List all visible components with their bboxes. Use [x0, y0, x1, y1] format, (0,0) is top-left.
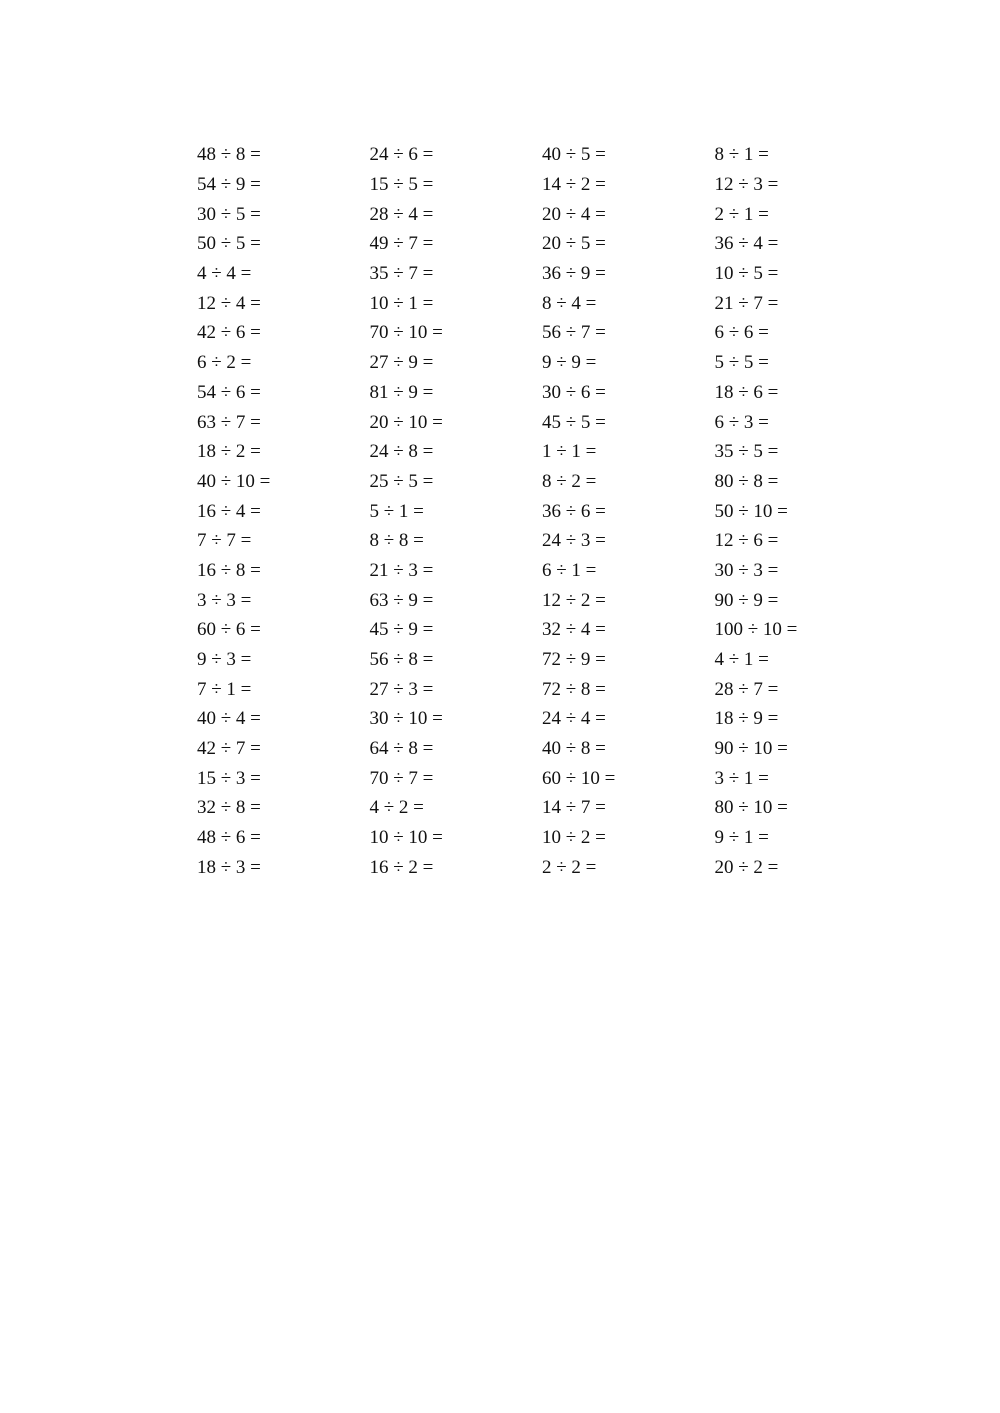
division-problem: 40 ÷ 10 = — [197, 470, 271, 492]
problem-row — [197, 378, 897, 408]
division-problem: 10 ÷ 1 = — [369, 292, 434, 314]
division-problem: 12 ÷ 4 = — [197, 292, 261, 314]
division-problem: 40 ÷ 8 = — [542, 738, 606, 760]
division-problem: 56 ÷ 8 = — [369, 649, 434, 671]
division-problem: 45 ÷ 5 = — [542, 411, 606, 433]
division-problem: 14 ÷ 7 = — [542, 797, 606, 819]
division-problem: 16 ÷ 4 = — [197, 500, 261, 522]
division-problem: 70 ÷ 7 = — [369, 767, 434, 789]
division-problem: 60 ÷ 10 = — [542, 767, 616, 789]
division-problem: 35 ÷ 7 = — [369, 263, 434, 285]
division-problem: 72 ÷ 9 = — [542, 649, 606, 671]
division-problem: 49 ÷ 7 = — [369, 233, 434, 255]
division-problem: 54 ÷ 6 = — [197, 381, 261, 403]
division-problem: 8 ÷ 8 = — [369, 530, 424, 552]
problem-row — [197, 645, 897, 675]
division-problem: 9 ÷ 3 = — [197, 649, 252, 671]
division-problem: 8 ÷ 2 = — [542, 470, 597, 492]
division-problem: 2 ÷ 2 = — [542, 856, 597, 878]
problem-row — [197, 467, 897, 497]
division-problem: 30 ÷ 3 = — [714, 559, 779, 581]
division-problem: 100 ÷ 10 = — [714, 619, 798, 641]
division-problem: 8 ÷ 1 = — [714, 144, 769, 166]
division-problem: 20 ÷ 4 = — [542, 203, 606, 225]
division-problem: 54 ÷ 9 = — [197, 174, 261, 196]
division-problem: 20 ÷ 10 = — [369, 411, 443, 433]
problem-row — [197, 853, 897, 883]
division-problem: 81 ÷ 9 = — [369, 381, 434, 403]
division-problem: 40 ÷ 4 = — [197, 708, 261, 730]
problem-row — [197, 793, 897, 823]
problem-row — [197, 170, 897, 200]
division-problem: 24 ÷ 3 = — [542, 530, 606, 552]
division-problem: 14 ÷ 2 = — [542, 174, 606, 196]
division-problem: 10 ÷ 2 = — [542, 827, 606, 849]
problem-row — [197, 556, 897, 586]
division-problem: 8 ÷ 4 = — [542, 292, 597, 314]
problem-row — [197, 704, 897, 734]
division-problem: 12 ÷ 3 = — [714, 174, 779, 196]
division-problem: 6 ÷ 6 = — [714, 322, 769, 344]
division-problem: 21 ÷ 7 = — [714, 292, 779, 314]
division-problem: 42 ÷ 7 = — [197, 738, 261, 760]
division-problem: 4 ÷ 1 = — [714, 649, 769, 671]
division-problem: 12 ÷ 2 = — [542, 589, 606, 611]
division-problem: 18 ÷ 2 = — [197, 441, 261, 463]
division-problem: 45 ÷ 9 = — [369, 619, 434, 641]
division-problem: 20 ÷ 2 = — [714, 856, 779, 878]
problem-row — [197, 140, 897, 170]
division-problem: 18 ÷ 6 = — [714, 381, 779, 403]
division-problem: 48 ÷ 8 = — [197, 144, 261, 166]
problem-row — [197, 348, 897, 378]
division-problem: 5 ÷ 1 = — [369, 500, 424, 522]
problem-row — [197, 318, 897, 348]
problem-row — [197, 615, 897, 645]
division-problem: 50 ÷ 10 = — [714, 500, 788, 522]
division-problem: 72 ÷ 8 = — [542, 678, 606, 700]
division-problem: 4 ÷ 2 = — [369, 797, 424, 819]
division-problem: 32 ÷ 8 = — [197, 797, 261, 819]
division-problem: 36 ÷ 6 = — [542, 500, 606, 522]
division-problem: 63 ÷ 9 = — [369, 589, 434, 611]
problem-row — [197, 288, 897, 318]
division-problem: 21 ÷ 3 = — [369, 559, 434, 581]
division-worksheet — [197, 140, 897, 882]
division-problem: 3 ÷ 1 = — [714, 767, 769, 789]
division-problem: 80 ÷ 8 = — [714, 470, 779, 492]
division-problem: 90 ÷ 9 = — [714, 589, 779, 611]
division-problem: 24 ÷ 4 = — [542, 708, 606, 730]
problem-row — [197, 199, 897, 229]
division-problem: 63 ÷ 7 = — [197, 411, 261, 433]
division-problem: 10 ÷ 5 = — [714, 263, 779, 285]
division-problem: 27 ÷ 9 = — [369, 352, 434, 374]
division-problem: 50 ÷ 5 = — [197, 233, 261, 255]
division-problem: 36 ÷ 9 = — [542, 263, 606, 285]
division-problem: 30 ÷ 5 = — [197, 203, 261, 225]
division-problem: 35 ÷ 5 = — [714, 441, 779, 463]
division-problem: 6 ÷ 1 = — [542, 559, 597, 581]
division-problem: 60 ÷ 6 = — [197, 619, 261, 641]
division-problem: 12 ÷ 6 = — [714, 530, 779, 552]
division-problem: 3 ÷ 3 = — [197, 589, 252, 611]
division-problem: 70 ÷ 10 = — [369, 322, 443, 344]
problem-row — [197, 585, 897, 615]
division-problem: 18 ÷ 3 = — [197, 856, 261, 878]
division-problem: 40 ÷ 5 = — [542, 144, 606, 166]
division-problem: 24 ÷ 8 = — [369, 441, 434, 463]
problem-row — [197, 674, 897, 704]
division-problem: 15 ÷ 3 = — [197, 767, 261, 789]
division-problem: 20 ÷ 5 = — [542, 233, 606, 255]
division-problem: 2 ÷ 1 = — [714, 203, 769, 225]
division-problem: 36 ÷ 4 = — [714, 233, 779, 255]
division-problem: 80 ÷ 10 = — [714, 797, 788, 819]
division-problem: 18 ÷ 9 = — [714, 708, 779, 730]
problem-row — [197, 496, 897, 526]
division-problem: 28 ÷ 4 = — [369, 203, 434, 225]
division-problem: 90 ÷ 10 = — [714, 738, 788, 760]
division-problem: 48 ÷ 6 = — [197, 827, 261, 849]
division-problem: 4 ÷ 4 = — [197, 263, 252, 285]
division-problem: 25 ÷ 5 = — [369, 470, 434, 492]
division-problem: 30 ÷ 10 = — [369, 708, 443, 730]
division-problem: 42 ÷ 6 = — [197, 322, 261, 344]
division-problem: 30 ÷ 6 = — [542, 381, 606, 403]
problem-row — [197, 407, 897, 437]
problem-row — [197, 526, 897, 556]
division-problem: 16 ÷ 2 = — [369, 856, 434, 878]
division-problem: 16 ÷ 8 = — [197, 559, 261, 581]
division-problem: 15 ÷ 5 = — [369, 174, 434, 196]
problem-row — [197, 823, 897, 853]
problem-row — [197, 763, 897, 793]
division-problem: 5 ÷ 5 = — [714, 352, 769, 374]
problem-row — [197, 734, 897, 764]
division-problem: 9 ÷ 9 = — [542, 352, 597, 374]
division-problem: 6 ÷ 3 = — [714, 411, 769, 433]
division-problem: 24 ÷ 6 = — [369, 144, 434, 166]
division-problem: 9 ÷ 1 = — [714, 827, 769, 849]
division-problem: 7 ÷ 1 = — [197, 678, 252, 700]
problem-row — [197, 229, 897, 259]
division-problem: 7 ÷ 7 = — [197, 530, 252, 552]
problem-row — [197, 259, 897, 289]
division-problem: 28 ÷ 7 = — [714, 678, 779, 700]
division-problem: 64 ÷ 8 = — [369, 738, 434, 760]
division-problem: 27 ÷ 3 = — [369, 678, 434, 700]
problem-row — [197, 437, 897, 467]
division-problem: 1 ÷ 1 = — [542, 441, 597, 463]
division-problem: 56 ÷ 7 = — [542, 322, 606, 344]
division-problem: 6 ÷ 2 = — [197, 352, 252, 374]
division-problem: 32 ÷ 4 = — [542, 619, 606, 641]
division-problem: 10 ÷ 10 = — [369, 827, 443, 849]
